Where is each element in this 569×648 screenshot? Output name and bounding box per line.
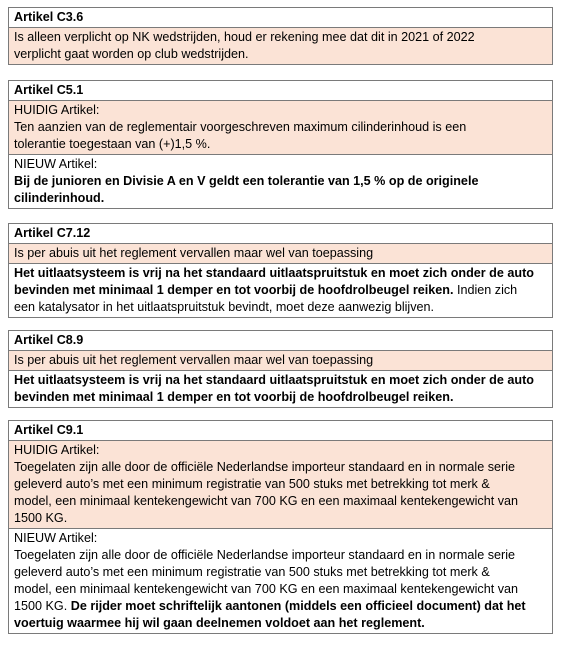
text-line: tolerantie toegestaan van (+)1,5 %. <box>14 137 211 151</box>
current-label: HUIDIG Artikel: <box>14 103 100 117</box>
text-line: Toegelaten zijn alle door de officiële Nederlandse importeur standaard en in normale serie <box>14 548 516 562</box>
article-text <box>8 371 553 408</box>
text-line: Toegelaten zijn alle door de officiële Nederlandse importeur standaard en in normale serie <box>14 460 516 474</box>
current-article-block <box>8 101 553 155</box>
text-line <box>14 598 547 615</box>
text-line <box>14 282 547 299</box>
bold-span: De rijder moet schriftelijk aantonen (middels een officieel document) dat het <box>70 599 526 613</box>
article-title: Artikel C7.12 <box>8 223 553 244</box>
normal-span: 1500 KG. <box>14 599 71 613</box>
text-line: bevinden met minimaal 1 demper en tot voorbij de hoofdrolbeugel reiken. <box>14 390 454 404</box>
text-line: model, een minimaal kentekengewicht van 700 KG en een maximaal kentekengewicht van <box>14 494 519 508</box>
article-c7-12 <box>8 223 553 318</box>
new-article-block <box>8 529 553 634</box>
text-line: model, een minimaal kentekengewicht van 700 KG en een maximaal kentekengewicht van <box>14 582 519 596</box>
text-line: Het uitlaatsysteem is vrij na het standaard uitlaatspruitstuk en moet zich onder de auto <box>14 373 534 387</box>
text-line: voertuig waarmee hij wil gaan deelnemen voldoet aan het reglement. <box>14 616 425 630</box>
article-text <box>8 28 553 65</box>
new-label: NIEUW Artikel: <box>14 157 98 171</box>
new-label: NIEUW Artikel: <box>14 531 98 545</box>
text-line: Bij de junioren en Divisie A en V geldt een tolerantie van 1,5 % op de originele <box>14 174 479 188</box>
normal-span: Indien zich <box>453 283 518 297</box>
article-text <box>8 264 553 318</box>
text-line: Het uitlaatsysteem is vrij na het standaard uitlaatspruitstuk en moet zich onder de auto <box>14 266 534 280</box>
article-title: Artikel C8.9 <box>8 330 553 351</box>
text-line: verplicht gaat worden op club wedstrijden. <box>14 47 249 61</box>
text-line: Is per abuis uit het reglement vervallen maar wel van toepassing <box>14 246 374 260</box>
text-line: geleverd auto’s met een minimum registratie van 500 stuks met betrekking tot merk & <box>14 565 490 579</box>
article-title: Artikel C3.6 <box>8 7 553 28</box>
current-article-block <box>8 441 553 529</box>
current-label: HUIDIG Artikel: <box>14 443 100 457</box>
text-line: een katalysator in het uitlaatspruitstuk bevindt, moet deze aanwezig blijven. <box>14 300 435 314</box>
article-title: Artikel C9.1 <box>8 420 553 441</box>
text-line: geleverd auto’s met een minimum registratie van 500 stuks met betrekking tot merk & <box>14 477 490 491</box>
text-line: Is alleen verplicht op NK wedstrijden, houd er rekening mee dat dit in 2021 of 2022 <box>14 30 475 44</box>
text-line: cilinderinhoud. <box>14 191 105 205</box>
article-c5-1 <box>8 80 553 209</box>
text-line: 1500 KG. <box>14 511 68 525</box>
text-line: Is per abuis uit het reglement vervallen maar wel van toepassing <box>14 353 374 367</box>
article-title: Artikel C5.1 <box>8 80 553 101</box>
note-block <box>8 351 553 371</box>
article-c9-1 <box>8 420 553 634</box>
article-c3-6 <box>8 7 553 65</box>
new-article-block <box>8 155 553 209</box>
bold-span: bevinden met minimaal 1 demper en tot voorbij de hoofdrolbeugel reiken. <box>14 283 454 297</box>
note-block <box>8 244 553 264</box>
text-line: Ten aanzien van de reglementair voorgeschreven maximum cilinderinhoud is een <box>14 120 467 134</box>
article-c8-9 <box>8 330 553 408</box>
